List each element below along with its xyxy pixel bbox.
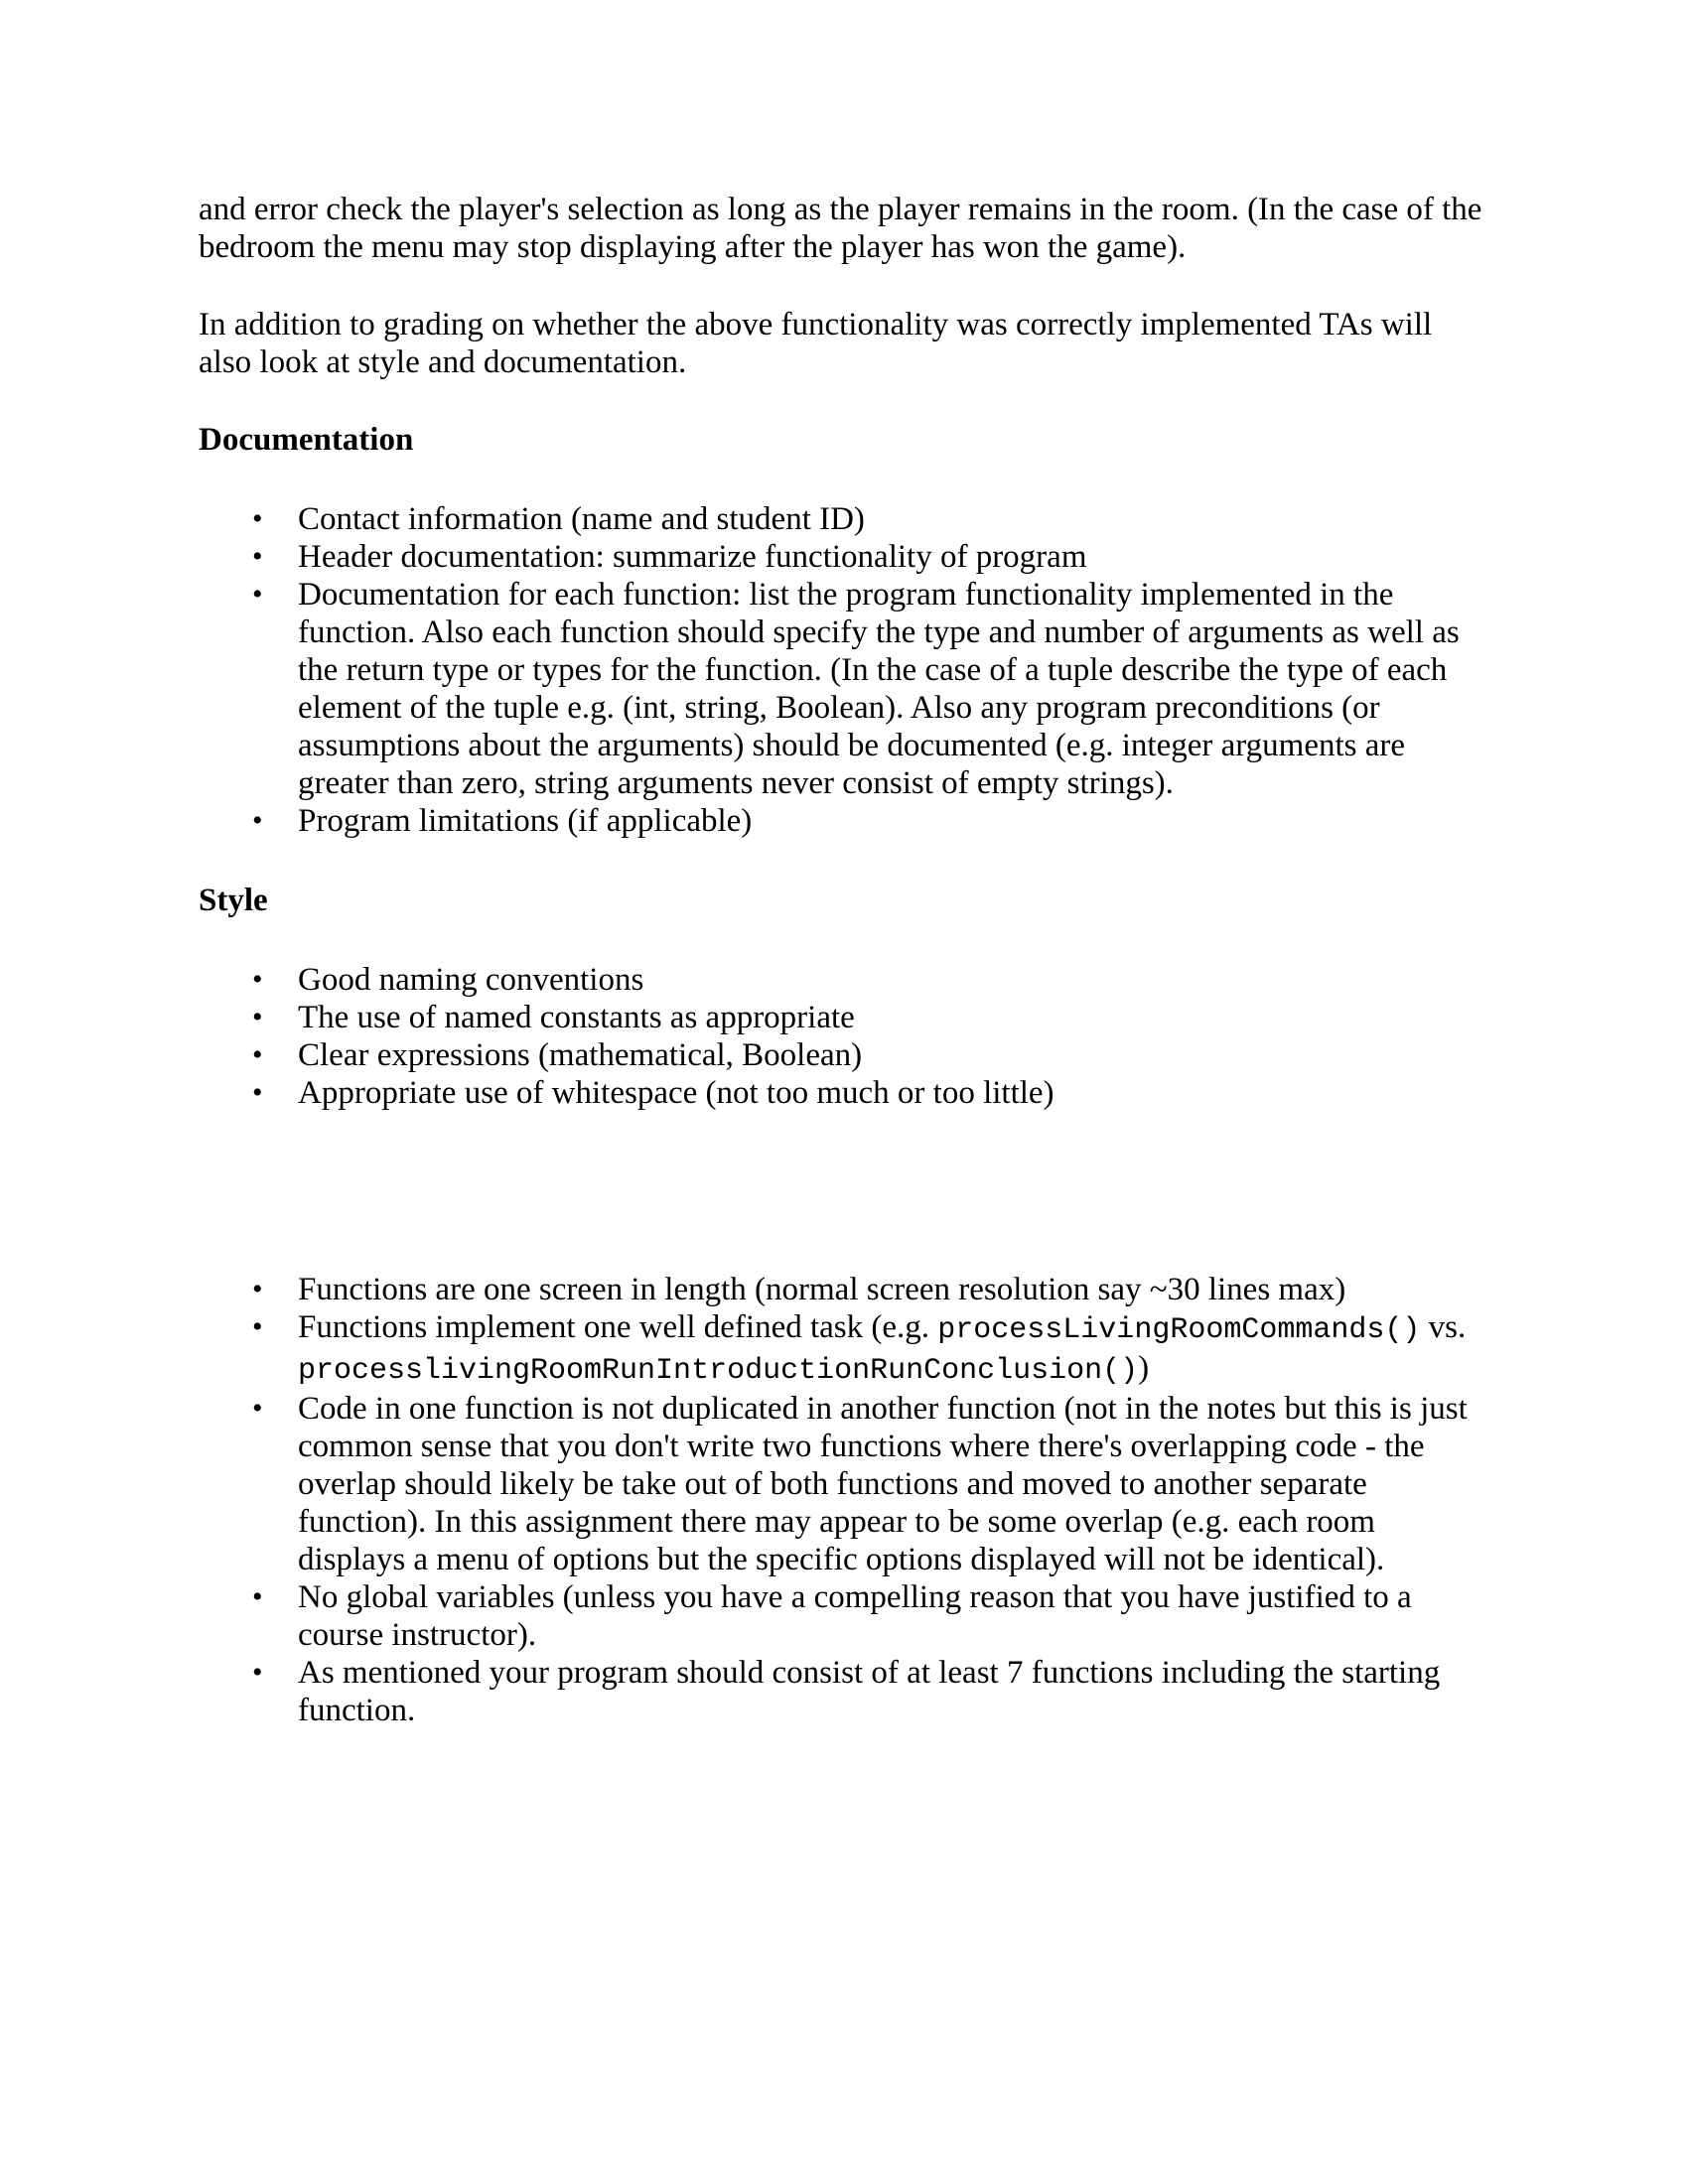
bullet-item xyxy=(298,1308,1489,1390)
intro-paragraph-1: and error check the player's selection as long as the player remains in the room. (In the case of the bedroom the menu may stop displaying after the player has won the game). xyxy=(199,192,1482,265)
section-heading-documentation: Documentation xyxy=(199,422,414,458)
bullet-text: Good naming conventions xyxy=(298,962,644,998)
bullet-text: Code in one function is not duplicated in another function (not in the notes but this is just common sense that you don't write two functions where there's overlapping code - the overlap should likely be take out of both functions and moved to another separate function). In this assignment there may appear to be some overlap (e.g. each room displays a menu of options but the specific options displayed will not be identical). xyxy=(298,1391,1468,1577)
bullet-text: Appropriate use of whitespace (not too much or too little) xyxy=(298,1075,1055,1111)
bullet-item xyxy=(298,500,1489,538)
bullet-item xyxy=(298,576,1489,802)
bullet-text: Documentation for each function: list the program functionality implemented in the function. Also each function should specify the type and number of arguments as well as the return type or types for the function. (In the case of a tuple describe the type of each element of the tuple e.g. (int, string, Boolean). Also any program preconditions (or assumptions about the arguments) should be documented (e.g. integer arguments are greater than zero, string arguments never consist of empty strings). xyxy=(298,577,1460,801)
bullet-text: Program limitations (if applicable) xyxy=(298,803,753,839)
bullet-item xyxy=(298,1074,1489,1112)
document-content xyxy=(199,191,1489,1771)
bullet-item xyxy=(298,1036,1489,1074)
bullet-item xyxy=(298,999,1489,1036)
bullet-item xyxy=(298,1654,1489,1729)
bullet-text: The use of named constants as appropriate xyxy=(298,1000,855,1035)
inline-code: processlivingRoomRunIntroductionRunConclusion() xyxy=(298,1354,1139,1388)
bullet-item xyxy=(298,1578,1489,1654)
intro-paragraph-2: In addition to grading on whether the above functionality was correctly implemented TAs will also look at style and documentation. xyxy=(199,307,1433,380)
bullet-text: Header documentation: summarize functionality of program xyxy=(298,539,1087,575)
section-heading-style: Style xyxy=(199,883,268,918)
style-bullet-list xyxy=(199,961,1489,1112)
bullet-text: Clear expressions (mathematical, Boolean) xyxy=(298,1037,863,1073)
bullet-text: vs. xyxy=(1420,1309,1467,1345)
bullet-text: No global variables (unless you have a compelling reason that you have justified to a course instructor). xyxy=(298,1579,1412,1653)
documentation-bullet-list xyxy=(199,500,1489,840)
bullet-text: As mentioned your program should consist of at least 7 functions including the starting function. xyxy=(298,1655,1441,1728)
bullet-item xyxy=(298,961,1489,999)
bullet-text: Functions implement one well defined task (e.g. xyxy=(298,1309,938,1345)
bullet-text: ) xyxy=(1138,1350,1150,1386)
bullet-text: Functions are one screen in length (normal screen resolution say ~30 lines max) xyxy=(298,1272,1346,1307)
bullet-item xyxy=(298,1390,1489,1578)
inline-code: processLivingRoomCommands() xyxy=(937,1313,1421,1347)
bullet-text: Contact information (name and student ID) xyxy=(298,501,865,537)
bullet-item xyxy=(298,1271,1489,1308)
grading-bullet-list xyxy=(199,1271,1489,1729)
bullet-item xyxy=(298,538,1489,576)
bullet-item xyxy=(298,802,1489,840)
